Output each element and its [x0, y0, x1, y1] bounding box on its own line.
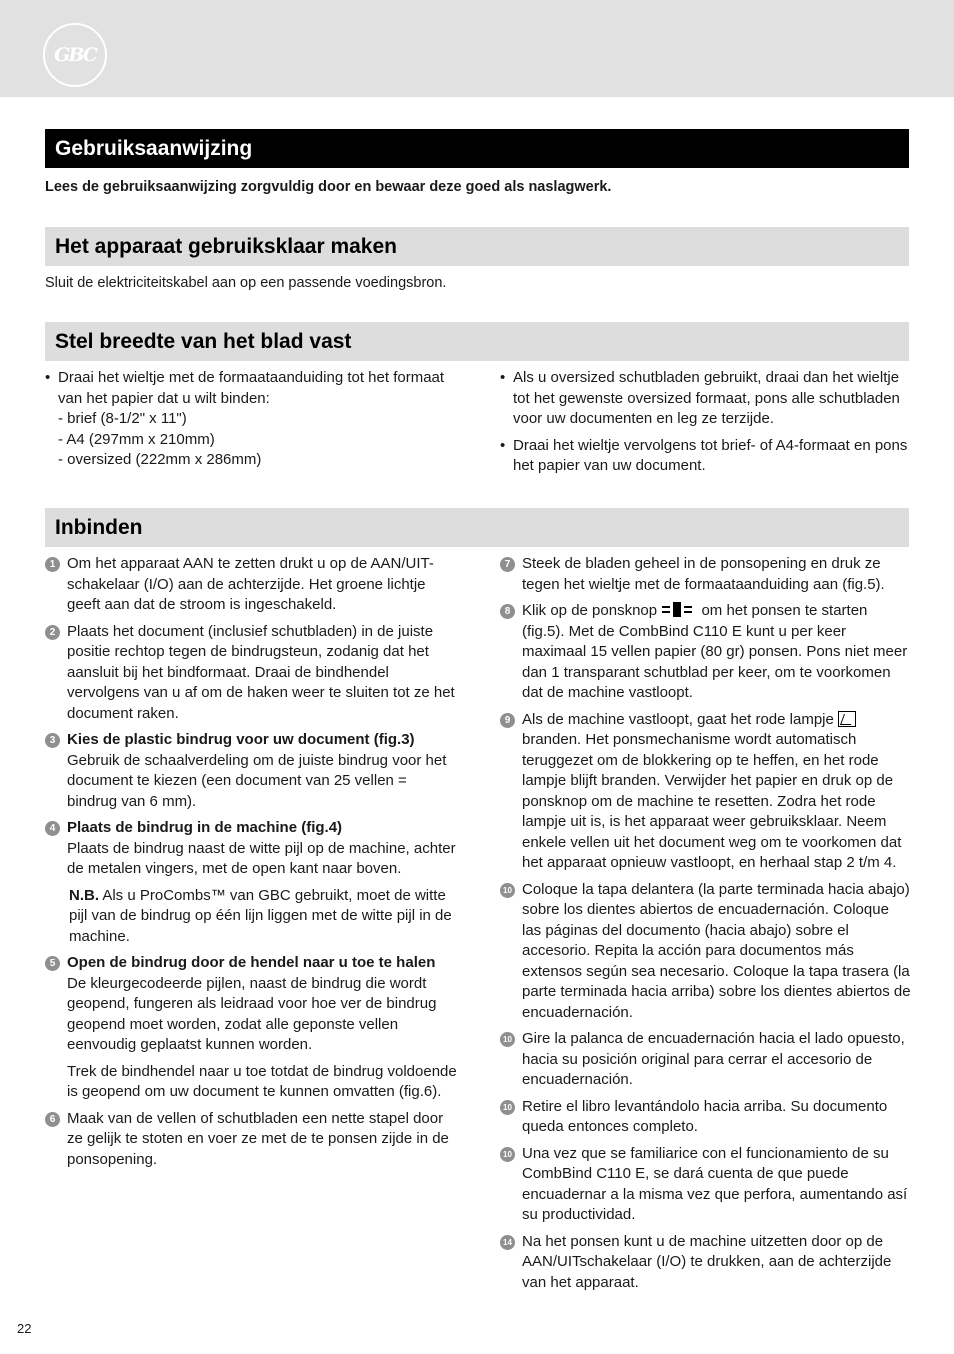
setup-text: Sluit de elektriciteitskabel aan op een passende voedingsbron. [45, 275, 447, 291]
step-13: 10 Una vez que se familiarice con el funcionamiento de su CombBind C110 E, se dará cuenta de que puede encuadernar a la misma vez que perfora, aumentando así su productividad. [500, 1144, 912, 1226]
step-number-badge: 10 [500, 1147, 515, 1162]
step-14: 14 Na het ponsen kunt u de machine uitzetten door op de AAN/UITschakelaar (I/O) te drukken, aan de achterzijde van het apparaat. [500, 1232, 912, 1294]
step-12: 10 Retire el libro levantándolo hacia arriba. Su documento queda entonces completo. [500, 1097, 912, 1138]
header-bar [0, 0, 954, 97]
step-number-badge: 5 [45, 956, 60, 971]
step-number-badge: 9 [500, 713, 515, 728]
step-9: 9 Als de machine vastloopt, gaat het rode lampje branden. Het ponsmechanisme wordt automatisch teruggezet om de blokkering op te heffen, en het rode lampje blijft branden. Verwijder het papier en druk op de ponsknop om de machine te resetten. Zodra het rode lampje uit is, is het apparaat weer gebruiksklaar. Neem enkele vellen uit het document weg om te voorkomen dat het apparaat opnieuw vastloopt, en herhaal stap 2 t/m 4. [500, 710, 912, 874]
step-number-badge: 3 [45, 733, 60, 748]
intro-text: Lees de gebruiksaanwijzing zorgvuldig door en bewaar deze goed als naslagwerk. [45, 179, 612, 195]
step-6: 6 Maak van de vellen of schutbladen een nette stapel door ze gelijk te stoten en voer ze met de te ponsen zijde in de ponsopening. [45, 1109, 457, 1171]
note: N.B. Als u ProCombs™ van GBC gebruikt, moet de witte pijl van de bindrug op één lijn liggen met de witte pijl in de machine. [69, 886, 452, 945]
section-title-setup: Het apparaat gebruiksklaar maken [45, 227, 909, 266]
punch-button-icon [661, 602, 697, 617]
format-option: - brief (8-1/2" x 11") [58, 410, 187, 427]
step-number-badge: 14 [500, 1235, 515, 1250]
step-number-badge: 10 [500, 1100, 515, 1115]
gbc-logo: GBC [43, 23, 107, 87]
step-3: 3 Kies de plastic bindrug voor uw document (fig.3) Gebruik de schaalverdeling om de juiste bindrug voor het document te kiezen (een document van 25 vellen = bindrug van 6 mm). [45, 730, 457, 812]
step-number-badge: 1 [45, 557, 60, 572]
step-8: 8 Klik op de ponsknop om het ponsen te starten (fig.5). Met de CombBind C110 E kunt u per keer maximaal 15 vellen papier (80 gr) ponsen. Pons niet meer dan 1 transparant schutblad per keer, om te voorkomen dat de machine vastloopt. [500, 601, 912, 704]
step-number-badge: 8 [500, 604, 515, 619]
step-1: 1 Om het apparaat AAN te zetten drukt u op de AAN/UIT-schakelaar (I/O) aan de achterzijde. Het groene lichtje geeft aan dat de stroom is ingeschakeld. [45, 554, 457, 616]
steps-right-column [500, 554, 912, 1299]
page-number: 22 [17, 1321, 32, 1336]
step-7: 7 Steek de bladen geheel in de ponsopening en druk ze tegen het wieltje met de formaataanduiding aan (fig.5). [500, 554, 912, 595]
format-option: - A4 (297mm x 210mm) [58, 430, 215, 448]
step-5: 5 Open de bindrug door de hendel naar u toe te halen De kleurgecodeerde pijlen, naast de bindrug die wordt geopend, fungeren als leidraad voor hoe ver de bindrug geopend moet worden, zodat alle geponste vellen eenvoudig geplaatst kunnen worden. Trek de bindhendel naar u toe totdat de bindrug voldoende is geopend om uw document te kunnen omvatten (fig.6). [45, 953, 457, 1103]
step-number-badge: 4 [45, 821, 60, 836]
steps-left-column [45, 554, 457, 1176]
section-title-inbinden: Inbinden [45, 508, 909, 547]
step-number-badge: 10 [500, 883, 515, 898]
section-title-gebruiksaanwijzing: Gebruiksaanwijzing [45, 129, 909, 168]
step-number-badge: 6 [45, 1112, 60, 1127]
step-number-badge: 7 [500, 557, 515, 572]
width-right-column [500, 368, 910, 483]
step-2: 2 Plaats het document (inclusief schutbladen) in de juiste positie rechtop tegen de bindrugsteun, zodanig dat het aansluit bij het bindformaat. Draai de bindhendel vervolgens van u af om de haken weer te sluiten tot ze het document raken. [45, 622, 457, 725]
list-item: • Draai het wieltje met de formaataanduiding tot het formaat van het papier dat u wilt binden: - brief (8-1/2" x 11") - A4 (297mm x 210mm) - oversized (222mm x 286mm) [45, 368, 460, 471]
format-option: - oversized (222mm x 286mm) [58, 451, 262, 468]
step-number-badge: 10 [500, 1032, 515, 1047]
step-11: 10 Gire la palanca de encuadernación hacia el lado opuesto, hacia su posición original para cerrar el accesorio de encuadernación. [500, 1029, 912, 1091]
step-4: 4 Plaats de bindrug in de machine (fig.4) Plaats de bindrug naast de witte pijl op de machine, achter de metalen vingers, met de open kant naar boven. N.B. Als u ProCombs™ van GBC gebruikt, moet de witte pijl van de bindrug op één lijn liggen met de witte pijl in de machine. [45, 818, 457, 947]
step-10: 10 Coloque la tapa delantera (la parte terminada hacia abajo) sobre los dientes abiertos de encuadernación. Coloque las páginas del documento (hacia abajo) sobre el accesorio. Repita la acción para documentos más extensos según sea necesario. Coloque la tapa trasera (la parte terminada hacia arriba) sobre los dientes abiertos de encuadernación. [500, 880, 912, 1024]
width-left-column [45, 368, 460, 477]
paper-jam-icon [838, 711, 856, 727]
list-item: • Draai het wieltje vervolgens tot brief- of A4-formaat en pons het papier van uw document. [500, 436, 908, 474]
list-item: • Als u oversized schutbladen gebruikt, draai dan het wieltje tot het gewenste oversized formaat, pons alle schutbladen voor uw documenten en leg ze terzijde. [500, 369, 900, 427]
step-number-badge: 2 [45, 625, 60, 640]
section-title-width: Stel breedte van het blad vast [45, 322, 909, 361]
